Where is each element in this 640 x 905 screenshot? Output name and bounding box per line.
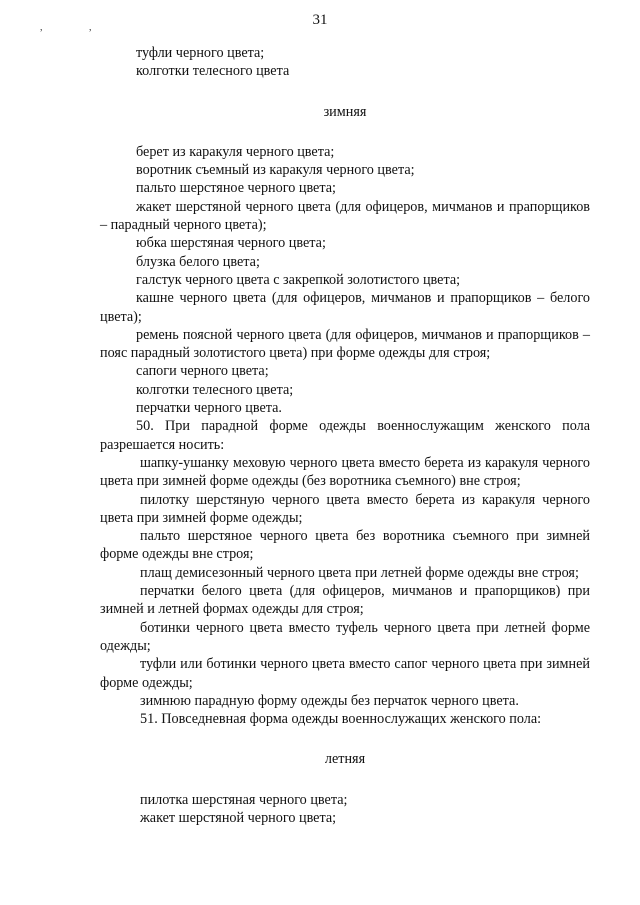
list-item: жакет шерстяной черного цвета (для офицеров, мичманов и прапорщиков – парадный черного цвета); [100, 198, 590, 234]
list-item: галстук черного цвета с закрепкой золотистого цвета; [136, 271, 461, 288]
page-number: 31 [312, 12, 328, 28]
list-item: шапку-ушанку меховую черного цвета вместо берета из каракуля черного цвета при зимней форме одежды (без воротника съемного) вне строя; [100, 454, 590, 490]
list-item: перчатки черного цвета. [136, 400, 282, 417]
list-item: пилотку шерстяную черного цвета вместо берета из каракуля черного цвета при зимней форме одежды; [100, 491, 590, 526]
paragraph-51: 51. Повседневная форма одежды военнослужащих женского пола: [140, 711, 542, 728]
list-item: плащ демисезонный черного цвета при летней форме одежды вне строя; [140, 564, 579, 581]
list-item: пальто шерстяное черного цвета без воротника съемного при зимней форме одежды вне строя; [100, 528, 590, 563]
scan-specks: , , [40, 22, 114, 33]
list-item: колготки телесного цвета; [136, 381, 294, 398]
list-item: пальто шерстяное черного цвета; [136, 180, 336, 197]
section-heading-winter: зимняя [323, 103, 367, 120]
paragraph-50: 50. При парадной форме одежды военнослужащим женского пола разрешается носить: [100, 418, 590, 453]
list-item: блузка белого цвета; [136, 253, 260, 270]
list-item: воротник съемный из каракуля черного цвета; [136, 162, 415, 179]
list-item: ремень поясной черного цвета (для офицеров, мичманов и прапорщиков – пояс парадный золотистого цвета) при форме одежды для строя; [100, 326, 590, 362]
list-item: туфли черного цвета; [136, 45, 265, 61]
list-item: берет из каракуля черного цвета; [136, 143, 335, 160]
list-item: туфли или ботинки черного цвета вместо сапог черного цвета при зимней форме одежды; [100, 656, 590, 691]
document-body [100, 44, 590, 827]
list-item: колготки телесного цвета [136, 63, 290, 80]
list-item: жакет шерстяной черного цвета; [140, 809, 337, 826]
list-item: сапоги черного цвета; [136, 363, 269, 380]
list-item: перчатки белого цвета (для офицеров, мичманов и прапорщиков) при зимней и летней формах одежды для строя; [100, 583, 590, 618]
list-item: ботинки черного цвета вместо туфель черного цвета при летней форме одежды; [100, 619, 590, 654]
list-item: кашне черного цвета (для офицеров, мичманов и прапорщиков – белого цвета); [100, 290, 590, 325]
list-item: юбка шерстяная черного цвета; [136, 235, 326, 252]
section-heading-summer: летняя [324, 751, 366, 768]
list-item: пилотка шерстяная черного цвета; [140, 791, 348, 808]
list-item: зимнюю парадную форму одежды без перчаток черного цвета. [140, 692, 519, 709]
